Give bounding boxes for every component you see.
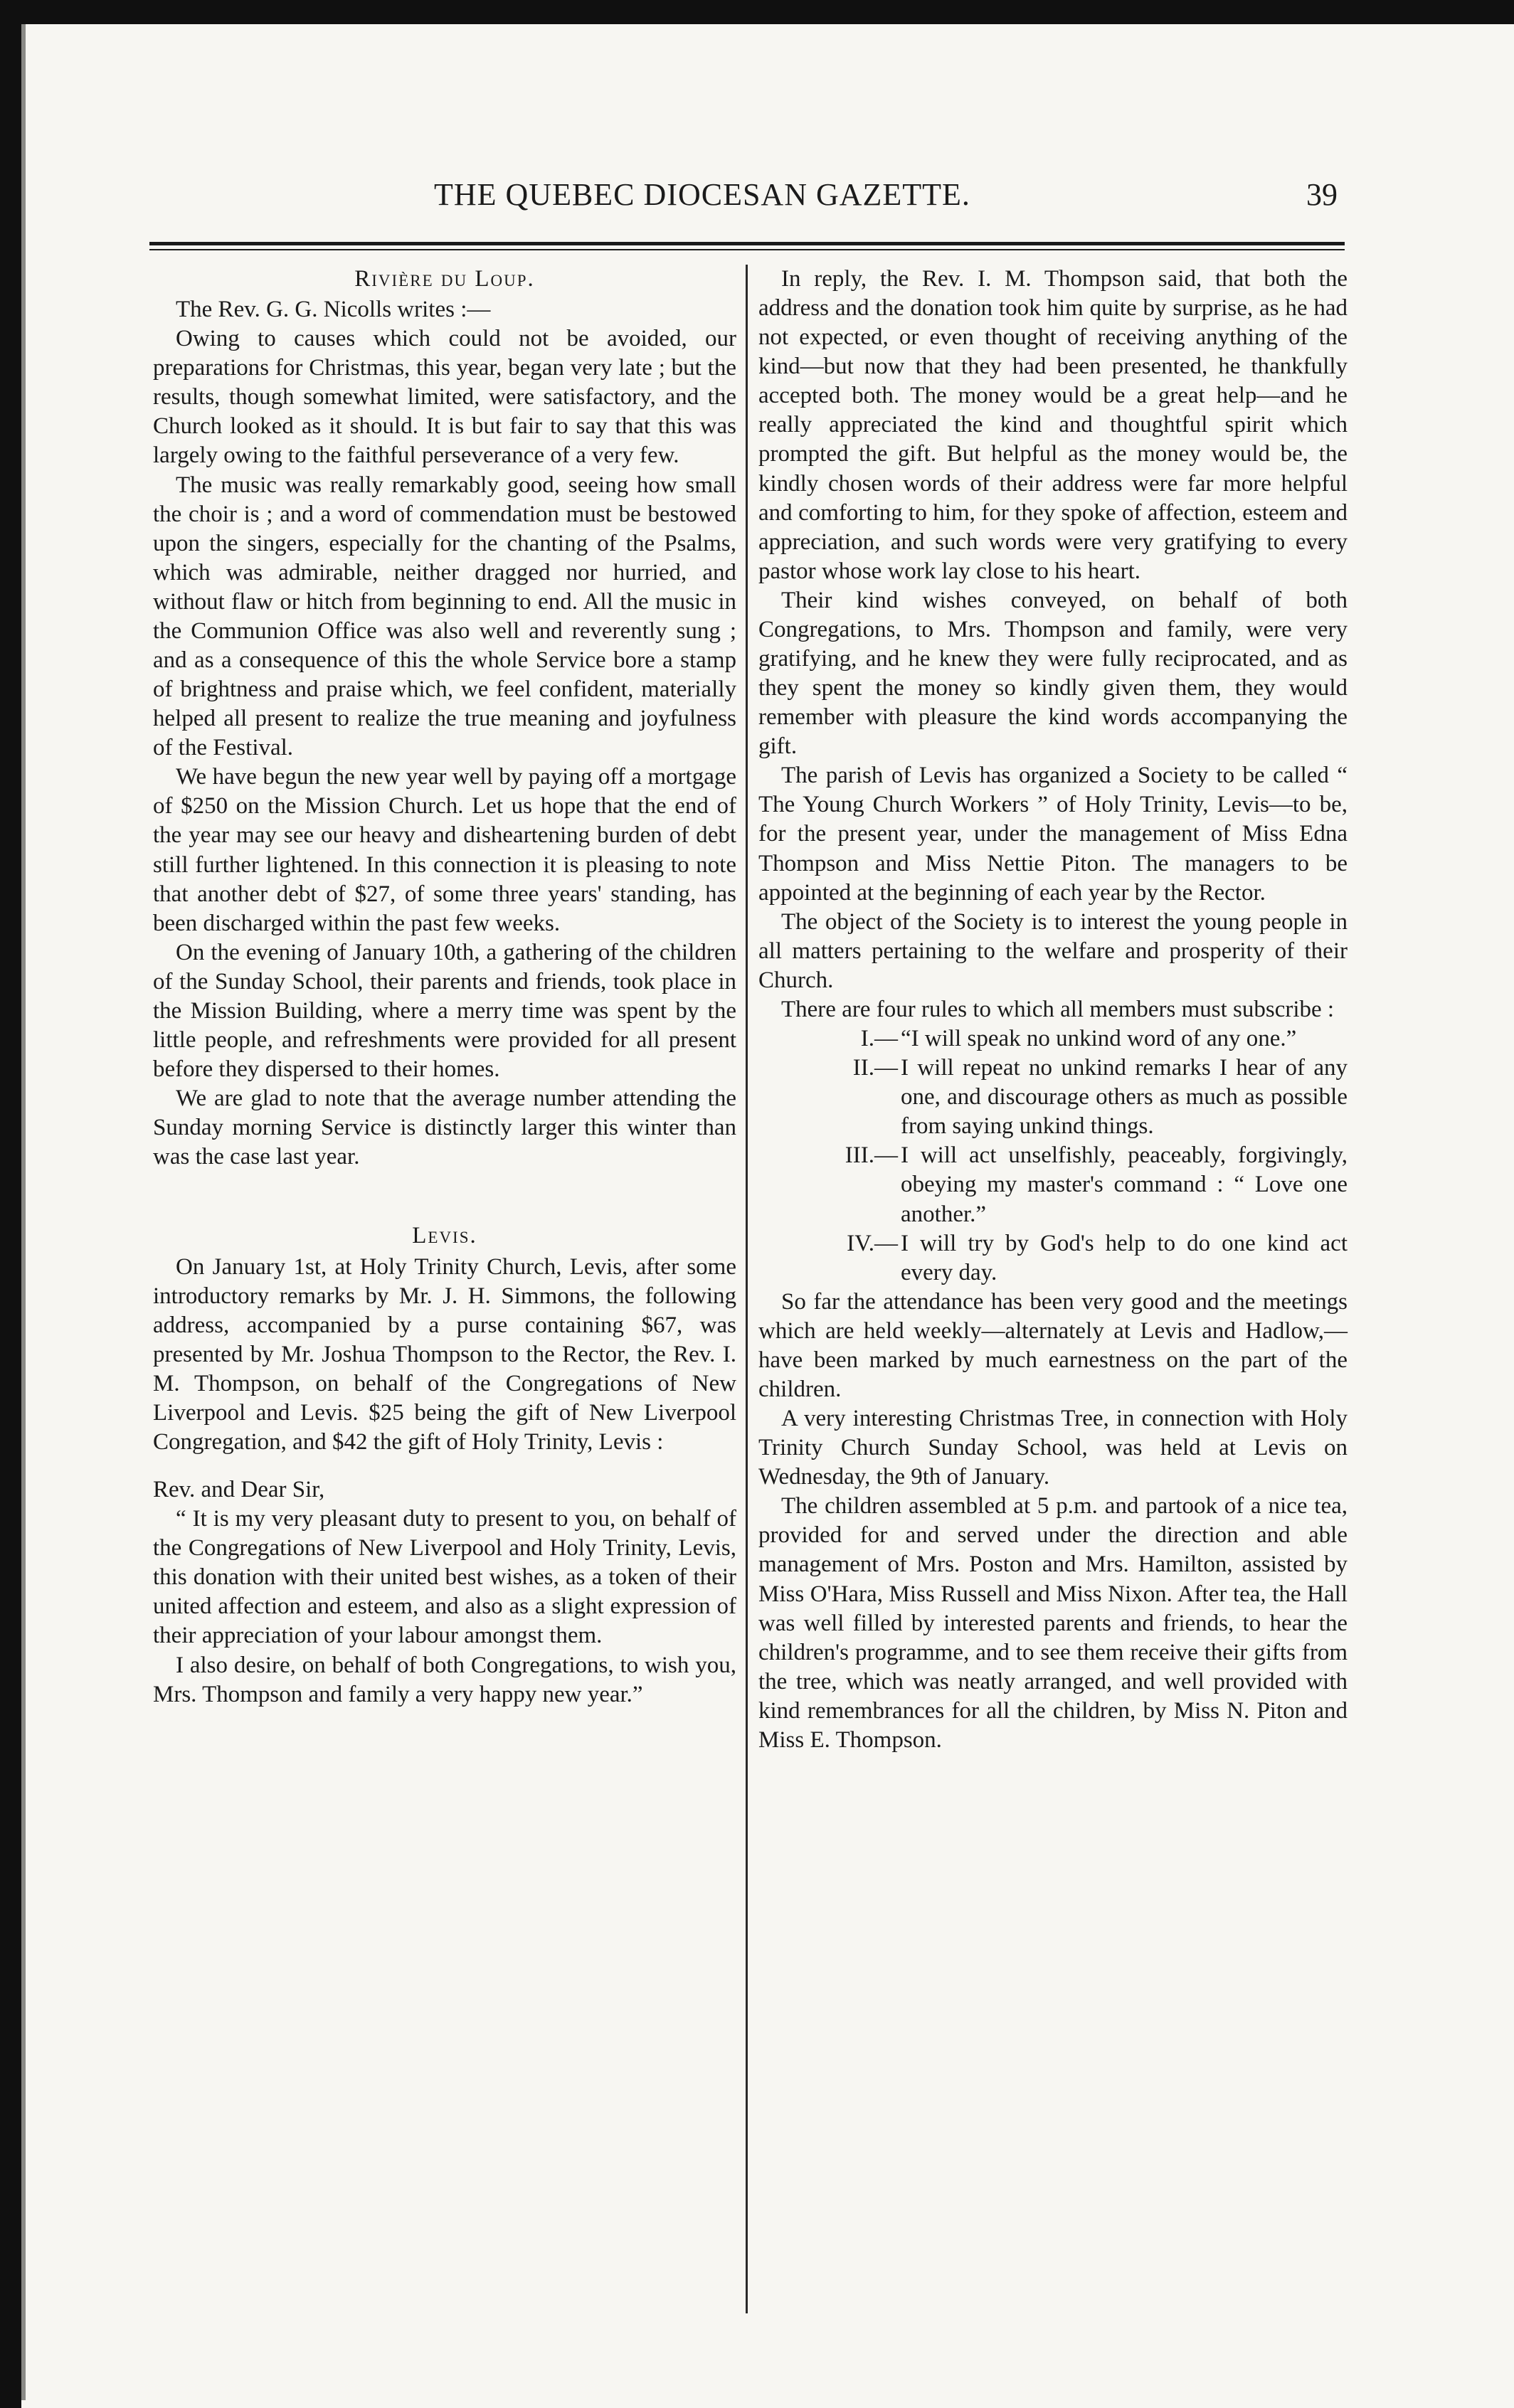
header-rule-thin [149, 249, 1345, 250]
section-spacer [153, 1172, 736, 1221]
paragraph: There are four rules to which all members must subscribe : [781, 996, 1335, 1022]
rule-number: IV.— [847, 1230, 898, 1256]
address-paragraph: I also desire, on behalf of both Congregations, to wish you, Mrs. Thompson and family a very happy new year.” [153, 1652, 736, 1707]
address-paragraph: “ It is my very pleasant duty to present to you, on behalf of the Congregations of New Liverpool and Holy Trinity, Levis, this donation with their united best wishes, as a token of their united affection and esteem, and also as a slight expression of their appreciation of your labour amongst them. [153, 1506, 736, 1649]
rule-text: I will try by God's help to do one kind act every day. [901, 1230, 1348, 1285]
paragraph: The object of the Society is to interest the young people in all matters pertaining to the welfare and prosperity of their Church. [758, 908, 1348, 993]
paragraph: The parish of Levis has organized a Society to be called “ The Young Church Workers ” of Holy Trinity, Levis—to be, for the present year, under the management of Miss Edna Thompson and Miss Nettie Piton. The managers to be appointed at the beginning of each year by the Rector. [758, 763, 1348, 906]
paragraph: On the evening of January 10th, a gathering of the children of the Sunday School, their parents and friends, took place in the Mission Building, where a merry time was spent by the little people, and refreshments were provided for all present before they dispersed to their homes. [153, 939, 736, 1083]
society-rule-3 [758, 1141, 1348, 1229]
page-edge-shadow [21, 24, 26, 2400]
paragraph: In reply, the Rev. I. M. Thompson said, that both the address and the donation took him quite by surprise, as he had not expected, or even thought of receiving anything of the kind—but now that they had been presented, he thankfully accepted both. The money would be a great help—and he really appreciated the kind and thoughtful spirit which prompted the gift. But helpful as the money would be, the kindly chosen words of their address were far more helpful and comforting to him, for they spoke of affection, esteem and appreciation, and such words were very gratifying to every pastor whose work lay close to his heart. [758, 266, 1348, 584]
paragraph: We are glad to note that the average number attending the Sunday morning Service is distinctly larger this winter than was the case last year. [153, 1086, 736, 1170]
section-heading-riviere: Rivière du Loup. [354, 266, 535, 292]
page-number: 39 [1306, 177, 1338, 212]
header-rule-thick [149, 242, 1345, 245]
paragraph: So far the attendance has been very good and the meetings which are held weekly—alternately at Levis and Hadlow,—have been marked by much earnestness on the part of the children. [758, 1288, 1348, 1402]
rule-number: II.— [852, 1055, 898, 1081]
scan-left-border [0, 0, 21, 2408]
paragraph: We have begun the new year well by paying off a mortgage of $250 on the Mission Church. Let us hope that the end of the year may see our heavy and disheartening burden of debt still further lightened. In this connection it is pleasing to note that another debt of $27, of some three years' standing, has been discharged within the past few weeks. [153, 764, 736, 936]
rule-number: III.— [845, 1142, 898, 1169]
publication-title: THE QUEBEC DIOCESAN GAZETTE. [434, 177, 970, 212]
paragraph: Owing to causes which could not be avoided, our preparations for Christmas, this year, began very late ; but the results, though somewhat limited, were satisfactory, and the Church looked as it should. It is but fair to say that this was largely owing to the faithful perseverance of a very few. [153, 326, 736, 469]
section-heading-levis: Levis. [412, 1223, 477, 1249]
rule-text: I will act unselfishly, peaceably, forgivingly, obeying my master's command : “ Love one another.” [901, 1142, 1348, 1227]
paragraph: A very interesting Christmas Tree, in connection with Holy Trinity Church Sunday School, was held at Levis on Wednesday, the 9th of January. [758, 1406, 1348, 1490]
scan-top-border [0, 0, 1514, 24]
society-rule-4 [758, 1229, 1348, 1288]
paragraph: The children assembled at 5 p.m. and partook of a nice tea, provided for and served under the direction and able management of Mrs. Poston and Mrs. Hamilton, assisted by Miss O'Hara, Miss Russell and Miss Nixon. After tea, the Hall was well filled by interested parents and friends, to hear the children's programme, and to see them receive their gifts from the tree, which was neatly arranged, and well provided with kind remembrances for all the children, by Miss N. Piton and Miss E. Thompson. [758, 1493, 1348, 1753]
rule-number: I.— [860, 1026, 898, 1052]
byline: The Rev. G. G. Nicolls writes :— [176, 297, 491, 323]
left-column [153, 265, 736, 1709]
rule-text: “I will speak no unkind word of any one.” [901, 1026, 1297, 1052]
column-divider [746, 265, 748, 2313]
paragraph: On January 1st, at Holy Trinity Church, Levis, after some introductory remarks by Mr. J. H. Simmons, the following address, accompanied by a purse containing $67, was presented by Mr. Joshua Thompson to the Rector, the Rev. I. M. Thompson, on behalf of the Congregations of New Liverpool and Levis. $25 being the gift of New Liverpool Congregation, and $42 the gift of Holy Trinity, Levis : [153, 1253, 736, 1455]
society-rule-1 [758, 1024, 1348, 1054]
right-column [758, 265, 1348, 1755]
address-salutation: Rev. and Dear Sir, [153, 1477, 325, 1503]
paragraph: The music was really remarkably good, seeing how small the choir is ; and a word of commendation must be bestowed upon the singers, especially for the chanting of the Psalms, which was admirable, neither dragged nor hurried, and without flaw or hitch from beginning to end. All the music in the Communion Office was also well and reverently sung ; and as a consequence of this the whole Service bore a stamp of brightness and praise which, we feel confident, materially helped all present to realize the true meaning and joyfulness of the Festival. [153, 472, 736, 761]
society-rule-2 [758, 1054, 1348, 1141]
rule-text: I will repeat no unkind remarks I hear of any one, and discourage others as much as possible from saying unkind things. [901, 1055, 1348, 1140]
page-header [149, 176, 1338, 219]
paragraph: Their kind wishes conveyed, on behalf of both Congregations, to Mrs. Thompson and family, were very gratifying, and he knew they were fully reciprocated, and as they spent the money so kindly given them, they would remember with pleasure the kind words accompanying the gift. [758, 587, 1348, 760]
